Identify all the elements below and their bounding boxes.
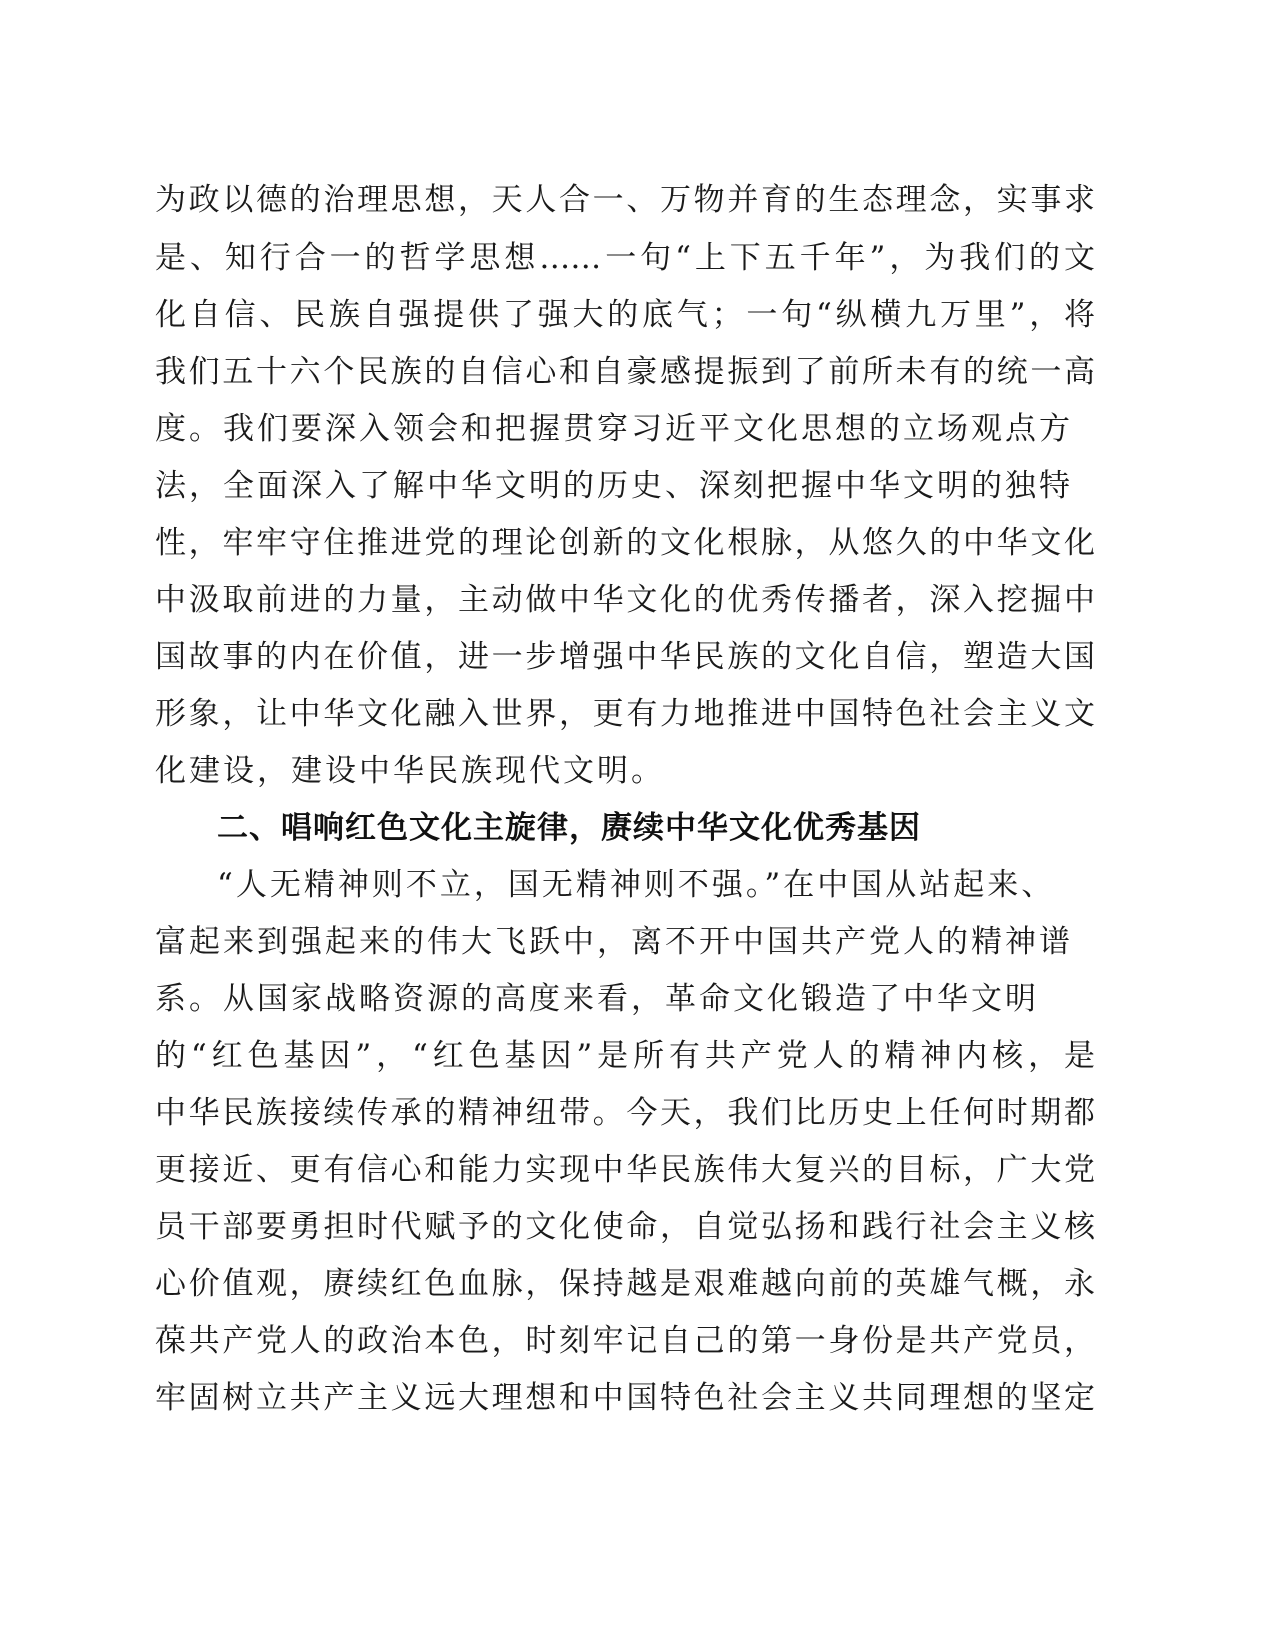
body-text-line: 度。我们要深入领会和把握贯穿习近平文化思想的立场观点方	[155, 411, 1073, 447]
body-text-line: 法，全面深入了解中华文明的历史、深刻把握中华文明的独特	[155, 468, 1073, 504]
body-text-line: 富起来到强起来的伟大飞跃中，离不开中国共产党人的精神谱	[155, 924, 1073, 960]
body-text-line: 性，牢牢守住推进党的理论创新的文化根脉，从悠久的中华文化	[155, 525, 1095, 561]
body-text-line: 为政以德的治理思想，天人合一、万物并育的生态理念，实事求	[155, 182, 1095, 218]
body-text-line: 葆共产党人的政治本色，时刻牢记自己的第一身份是共产党员，	[155, 1323, 1095, 1359]
body-text-line: 中汲取前进的力量，主动做中华文化的优秀传播者，深入挖掘中	[155, 582, 1095, 618]
body-text-line: 牢固树立共产主义远大理想和中国特色社会主义共同理想的坚定	[155, 1380, 1095, 1416]
body-text-line: 员干部要勇担时代赋予的文化使命，自觉弘扬和践行社会主义核	[155, 1209, 1095, 1245]
body-text-line: 的“红色基因”，“红色基因”是所有共产党人的精神内核，是	[155, 1038, 1095, 1074]
body-text-line: 是、知行合一的哲学思想……一句“上下五千年”，为我们的文	[155, 240, 1095, 276]
body-text-line: 化自信、民族自强提供了强大的底气；一句“纵横九万里”，将	[155, 297, 1095, 333]
body-text-line: 化建设，建设中华民族现代文明。	[155, 753, 665, 789]
body-text-line: 形象，让中华文化融入世界，更有力地推进中国特色社会主义文	[155, 696, 1095, 732]
body-text-line: 国故事的内在价值，进一步增强中华民族的文化自信，塑造大国	[155, 639, 1095, 675]
body-text-line: 中华民族接续传承的精神纽带。今天，我们比历史上任何时期都	[155, 1095, 1095, 1131]
body-text-line: 心价值观，赓续红色血脉，保持越是艰难越向前的英雄气概，永	[155, 1266, 1095, 1302]
body-text-line: “人无精神则不立，国无精神则不强。”在中国从站起来、	[217, 867, 1056, 903]
body-text-line: 系。从国家战略资源的高度来看，革命文化锻造了中华文明	[155, 981, 1039, 1017]
body-text-line: 我们五十六个民族的自信心和自豪感提振到了前所未有的统一高	[155, 354, 1095, 390]
section-heading: 二、唱响红色文化主旋律，赓续中华文化优秀基因	[217, 810, 921, 846]
body-text-line: 更接近、更有信心和能力实现中华民族伟大复兴的目标，广大党	[155, 1152, 1095, 1188]
